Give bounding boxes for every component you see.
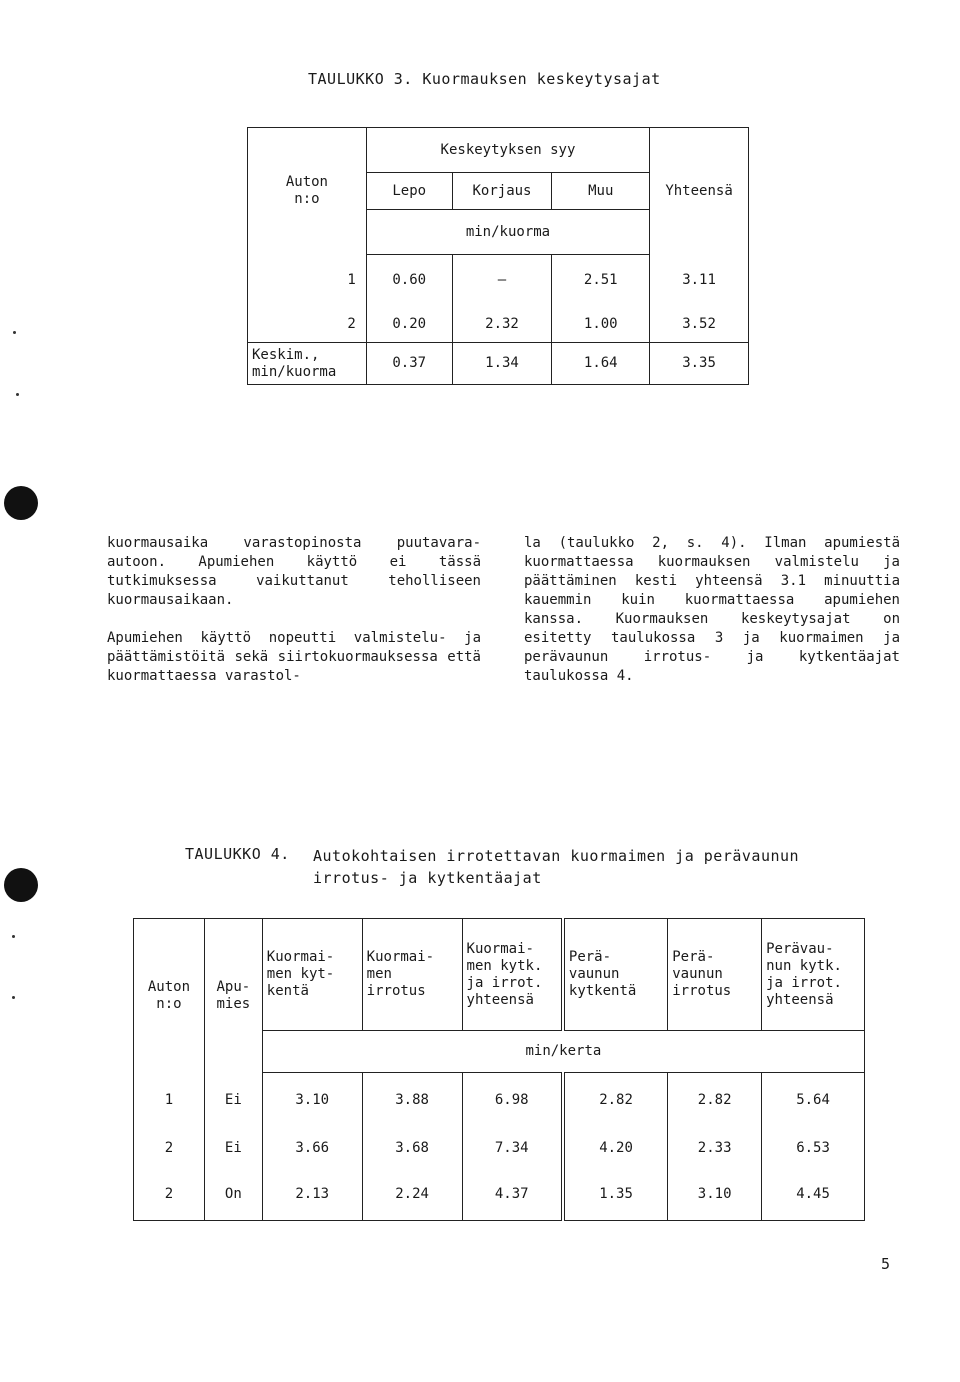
table4-caption-text: Autokohtaisen irrotettavan kuormaimen ja perävaunun irrotus- ja kytkentäajat <box>313 847 800 887</box>
header-korjaus: Korjaus <box>452 173 552 210</box>
cell: 3.10 <box>262 1073 362 1129</box>
cell: 3.10 <box>668 1169 762 1221</box>
cell: 4.45 <box>762 1169 865 1221</box>
cell: 5.64 <box>762 1073 865 1129</box>
cell-lepo: 0.37 <box>366 343 452 385</box>
table-row <box>248 255 749 307</box>
cell: 2.82 <box>563 1073 668 1129</box>
header-peravaunun-kytkenta: Perä- vaunun kytkentä <box>563 919 668 1031</box>
cell-yhteensa: 3.35 <box>650 343 749 385</box>
cell: 2 <box>134 1169 205 1221</box>
table3 <box>247 127 749 385</box>
cell-auton: 1 <box>248 255 367 307</box>
cell: 2.24 <box>362 1169 462 1221</box>
speck <box>12 935 15 938</box>
cell: 2.13 <box>262 1169 362 1221</box>
cell-muu: 1.64 <box>552 343 650 385</box>
speck <box>13 331 16 334</box>
header-muu: Muu <box>552 173 650 210</box>
header-auton: Auton n:o <box>134 919 205 1073</box>
header-apumies: Apu- mies <box>204 919 262 1073</box>
cell-average-label: Keskim., min/kuorma <box>248 343 367 385</box>
punch-hole-bottom <box>4 868 38 902</box>
cell-yhteensa: 3.11 <box>650 255 749 307</box>
cell-yhteensa: 3.52 <box>650 307 749 343</box>
header-yhteensa: Yhteensä <box>650 128 749 255</box>
cell-lepo: 0.20 <box>366 307 452 343</box>
speck <box>12 996 15 999</box>
table4 <box>133 918 865 1221</box>
cell: 3.68 <box>362 1129 462 1169</box>
cell-auton: 2 <box>248 307 367 343</box>
table3-caption: TAULUKKO 3. Kuormauksen keskeytysajat <box>308 70 661 88</box>
header-keskeytyksen-syy: Keskeytyksen syy <box>366 128 649 173</box>
cell: On <box>204 1169 262 1221</box>
header-kuormaimen-irrotus: Kuormai- men irrotus <box>362 919 462 1031</box>
table4-caption-label: TAULUKKO 4. <box>185 845 290 863</box>
header-unit: min/kuorma <box>366 210 649 255</box>
cell: 2 <box>134 1129 205 1169</box>
header-peravaunun-irrotus: Perä- vaunun irrotus <box>668 919 762 1031</box>
cell: 3.88 <box>362 1073 462 1129</box>
header-auton: Auton n:o <box>248 128 367 255</box>
table-row <box>248 307 749 343</box>
text-column-right <box>524 534 900 686</box>
punch-hole-top <box>4 486 38 520</box>
page-number: 5 <box>881 1255 891 1273</box>
cell: 2.82 <box>668 1073 762 1129</box>
cell-korjaus: – <box>452 255 552 307</box>
cell: 4.37 <box>462 1169 563 1221</box>
cell: 2.33 <box>668 1129 762 1169</box>
header-unit: min/kerta <box>262 1031 864 1073</box>
header-kuormaimen-kytkenta: Kuormai- men kyt- kentä <box>262 919 362 1031</box>
table-row <box>134 1073 865 1129</box>
header-peravaunun-yhteensa: Perävau- nun kytk. ja irrot. yhteensä <box>762 919 865 1031</box>
header-lepo: Lepo <box>366 173 452 210</box>
cell-korjaus: 1.34 <box>452 343 552 385</box>
cell: 6.53 <box>762 1129 865 1169</box>
cell: 3.66 <box>262 1129 362 1169</box>
speck <box>16 393 19 396</box>
cell: 1.35 <box>563 1169 668 1221</box>
cell-lepo: 0.60 <box>366 255 452 307</box>
table-row-average <box>248 343 749 385</box>
paragraph: la (taulukko 2, s. 4). Ilman apumiestä kuormattaessa kuormauksen valmistelu ja päättäminen kesti yhteensä 3.1 minuuttia kauemmin kuin kuormattaessa apumiehen kanssa. Kuormauksen keskeytysajat on esitetty taulukossa 3 ja kuormaimen ja perävaunun irrotus- ja kytkentäajat taulukossa 4. <box>524 535 900 684</box>
cell-muu: 2.51 <box>552 255 650 307</box>
cell: 6.98 <box>462 1073 563 1129</box>
cell: Ei <box>204 1073 262 1129</box>
cell: 4.20 <box>563 1129 668 1169</box>
cell: 7.34 <box>462 1129 563 1169</box>
text-column-left <box>107 534 481 686</box>
cell-korjaus: 2.32 <box>452 307 552 343</box>
cell: 1 <box>134 1073 205 1129</box>
table-row <box>134 1129 865 1169</box>
table-row <box>134 1169 865 1221</box>
cell-muu: 1.00 <box>552 307 650 343</box>
paragraph: kuormausaika varastopinosta puutavara-autoon. Apumiehen käyttö ei tässä tutkimuksessa vaikuttanut teholliseen kuormausaikaan. <box>107 535 481 608</box>
header-kuormaimen-yhteensa: Kuormai- men kytk. ja irrot. yhteensä <box>462 919 563 1031</box>
paragraph: Apumiehen käyttö nopeutti valmistelu- ja päättämistöitä sekä siirtokuormauksessa että kuormattaessa varastol- <box>107 630 481 684</box>
cell: Ei <box>204 1129 262 1169</box>
